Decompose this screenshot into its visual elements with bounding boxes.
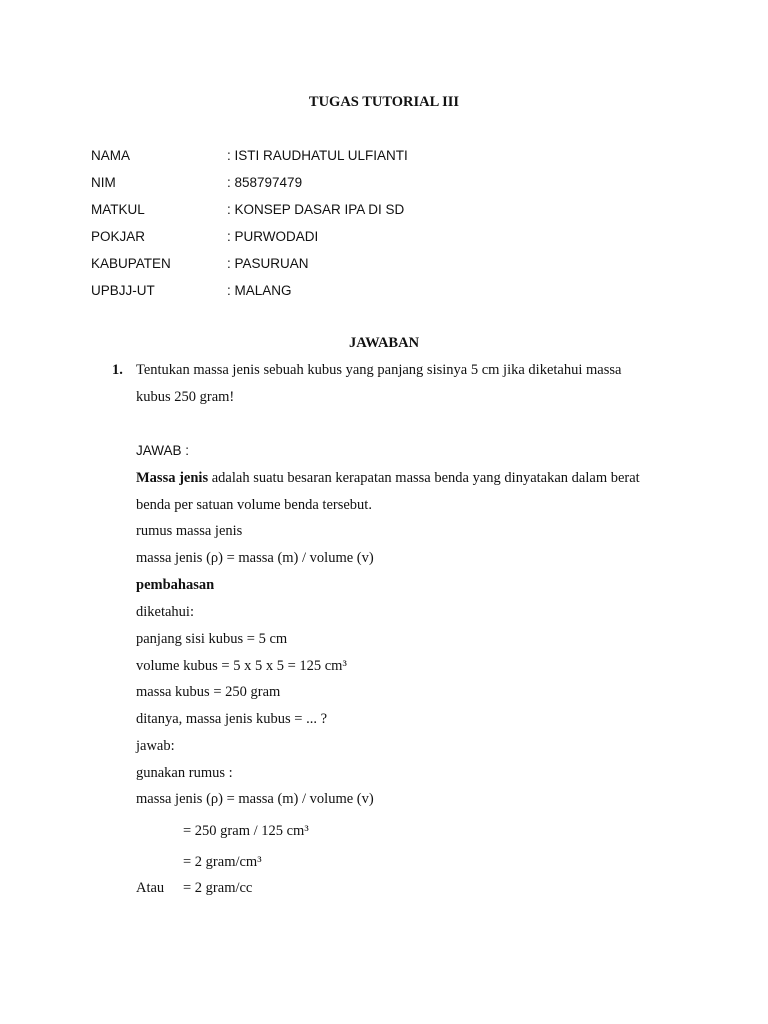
identity-row-matkul xyxy=(91,201,651,219)
identity-label: NIM xyxy=(91,175,116,190)
identity-value: : KONSEP DASAR IPA DI SD xyxy=(227,202,405,217)
definition-text: adalah suatu besaran kerapatan massa benda yang dinyatakan dalam berat xyxy=(208,470,640,486)
identity-row-kabupaten xyxy=(91,255,651,273)
known-mass: massa kubus = 250 gram xyxy=(136,684,281,700)
identity-row-pokjar xyxy=(91,228,651,246)
calc-step-1: = 250 gram / 125 cm³ xyxy=(183,823,309,839)
identity-row-nama xyxy=(91,147,651,165)
identity-value: : ISTI RAUDHATUL ULFIANTI xyxy=(227,148,408,163)
definition-line-1 xyxy=(136,469,640,487)
identity-value: : PURWODADI xyxy=(227,229,319,244)
jawab-line: jawab: xyxy=(136,738,175,754)
question-number: 1. xyxy=(112,362,123,378)
identity-row-upbjj xyxy=(91,282,651,300)
calc-step-2: = 2 gram/cm³ xyxy=(183,854,262,870)
identity-label: UPBJJ-UT xyxy=(91,283,155,298)
document-title: TUGAS TUTORIAL III xyxy=(308,94,460,110)
definition-line-2: benda per satuan volume benda tersebut. xyxy=(136,497,372,513)
identity-label: POKJAR xyxy=(91,229,146,244)
identity-value: : PASURUAN xyxy=(227,256,309,271)
rumus-label: rumus massa jenis xyxy=(136,523,243,539)
definition-term: Massa jenis xyxy=(136,470,209,486)
question-line-1: Tentukan massa jenis sebuah kubus yang panjang sisinya 5 cm jika diketahui massa xyxy=(136,362,622,378)
diketahui-label: diketahui: xyxy=(136,604,194,620)
formula-repeat: massa jenis (ρ) = massa (m) / volume (v) xyxy=(136,791,374,807)
identity-value: : MALANG xyxy=(227,283,292,298)
calc-step-3: = 2 gram/cc xyxy=(183,880,253,896)
identity-row-nim xyxy=(91,174,651,192)
section-heading: JAWABAN xyxy=(348,335,420,351)
known-volume: volume kubus = 5 x 5 x 5 = 125 cm³ xyxy=(136,658,347,674)
identity-label: KABUPATEN xyxy=(91,256,171,271)
identity-value: : 858797479 xyxy=(227,175,303,190)
formula: massa jenis (ρ) = massa (m) / volume (v) xyxy=(136,550,374,566)
atau-label: Atau xyxy=(136,880,165,896)
identity-label: MATKUL xyxy=(91,202,145,217)
identity-label: NAMA xyxy=(91,148,131,163)
jawab-label: JAWAB : xyxy=(136,443,190,458)
ditanya-line: ditanya, massa jenis kubus = ... ? xyxy=(136,711,328,727)
pembahasan-heading: pembahasan xyxy=(136,577,215,593)
known-side-length: panjang sisi kubus = 5 cm xyxy=(136,631,288,647)
gunakan-rumus-line: gunakan rumus : xyxy=(136,765,233,781)
question-line-2: kubus 250 gram! xyxy=(136,389,235,405)
